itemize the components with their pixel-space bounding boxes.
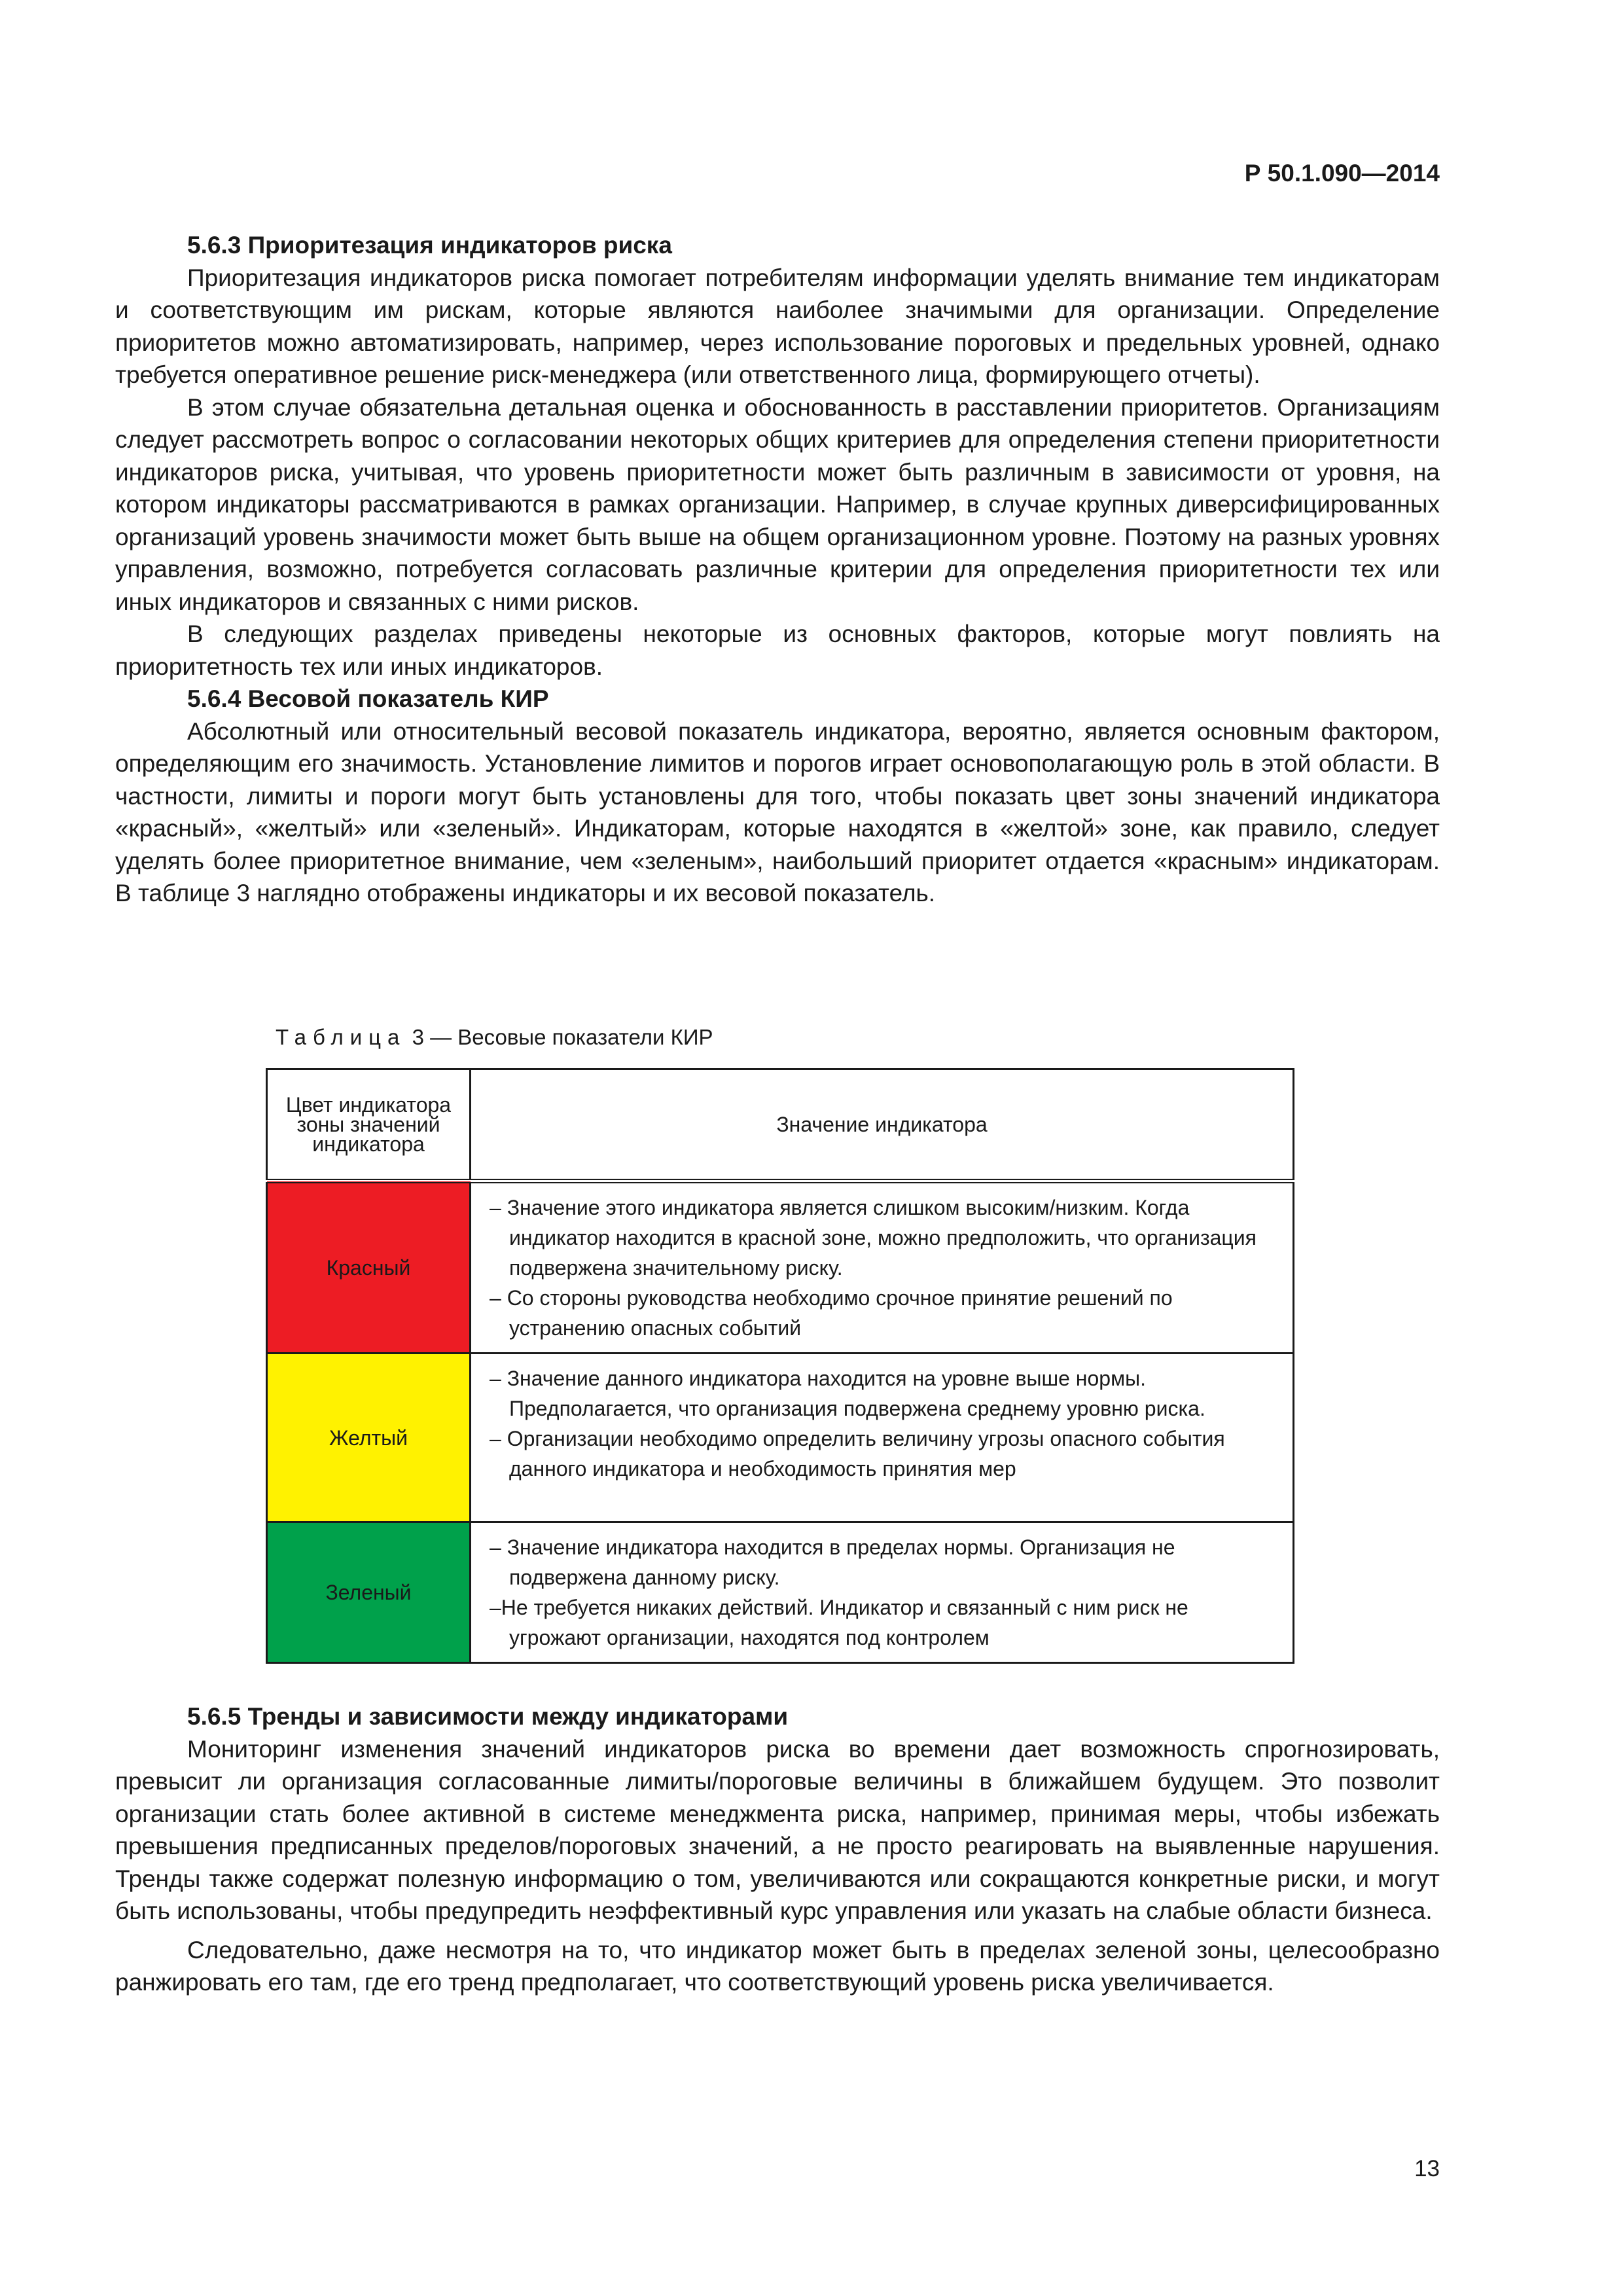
kir-weights-table bbox=[266, 1068, 1294, 1664]
page-number: 13 bbox=[1414, 2156, 1440, 2181]
description-item: – Со стороны руководства необходимо срочное принятие решений по устранению опасных событий bbox=[490, 1286, 1173, 1340]
color-cell-green bbox=[267, 1522, 471, 1663]
table-row-yellow bbox=[267, 1354, 1294, 1522]
section-565-heading: 5.6.5 Тренды и зависимости между индикаторами bbox=[187, 1703, 789, 1730]
description-item: – Организации необходимо определить величину угрозы опасного события данного индикатора и необходимость принятия мер bbox=[490, 1427, 1225, 1480]
text-block-lower bbox=[115, 1700, 1440, 1999]
description-item: – Значение этого индикатора является слишком высоким/низким. Когда индикатор находится в красной зоне, можно предположить, что организация подвержена значительному риску. bbox=[490, 1196, 1257, 1280]
description-item: – Значение данного индикатора находится на уровне выше нормы. Предполагается, что организация подвержена среднему уровню риска. bbox=[490, 1367, 1205, 1420]
description-item: –Не требуется никаких действий. Индикатор и связанный с ним риск не угрожают организации, находятся под контролем bbox=[490, 1596, 1188, 1649]
description-cell-red bbox=[471, 1181, 1294, 1354]
section-563-heading: 5.6.3 Приоритезация индикаторов риска bbox=[187, 232, 672, 259]
header-color-column: Цвет индикатора зоны значений индикатора bbox=[267, 1069, 471, 1181]
table-caption bbox=[276, 1025, 713, 1050]
section-564-heading: 5.6.4 Весовой показатель КИР bbox=[187, 685, 549, 712]
color-name-red: Красный bbox=[326, 1256, 411, 1280]
table-row-red bbox=[267, 1181, 1294, 1354]
color-name-green: Зеленый bbox=[325, 1581, 412, 1604]
description-cell-yellow bbox=[471, 1354, 1294, 1522]
section-565-paragraph-1: Мониторинг изменения значений индикаторов риска во времени дает возможность спрогнозировать, превысит ли организация согласованные лимиты/пороговые величины в ближайшем будущем. Это позволит организации стать более активной в системе менеджмента риска, например, принимая меры, чтобы избежать превышения предписанных пределов/пороговых значений, а не просто реагировать на выявленные нарушения. Тренды также содержат полезную информацию о том, увеличиваются или сокращаются конкретные риски, и могут быть использованы, чтобы предупредить неэффективный курс управления или указать на слабые области бизнеса. bbox=[115, 1735, 1440, 1924]
color-name-yellow: Желтый bbox=[329, 1426, 408, 1450]
section-563-paragraph-1: Приоритезация индикаторов риска помогает потребителям информации уделять внимание тем индикаторам и соответствующим им рискам, которые являются наиболее значимыми для организации. Определение приоритетов можно автоматизировать, например, через использование пороговых и предельных уровней, однако требуется оперативное решение риск-менеджера (или ответственного лица, формирующего отчеты). bbox=[115, 264, 1440, 388]
table-row-green bbox=[267, 1522, 1294, 1663]
section-563-paragraph-3: В следующих разделах приведены некоторые из основных факторов, которые могут повлиять на приоритетность тех или иных индикаторов. bbox=[115, 620, 1440, 680]
document-code: Р 50.1.090—2014 bbox=[1244, 160, 1440, 187]
section-563-paragraph-2: В этом случае обязательна детальная оценка и обоснованность в расставлении приоритетов. Организациям следует рассмотреть вопрос о согласовании некоторых общих критериев для определения степени приоритетности индикаторов риска, учитывая, что уровень приоритетности может быть различным в зависимости от уровня, на котором индикаторы рассматриваются в рамках организации. Например, в случае крупных диверсифицированных организаций уровень значимости может быть выше на общем организационном уровне. Поэтому на разных уровнях управления, возможно, потребуется согласовать различные критерии для определения приоритетности тех или иных индикаторов и связанных с ними рисков. bbox=[115, 393, 1440, 615]
header-value-column: Значение индикатора bbox=[471, 1069, 1294, 1181]
color-cell-yellow bbox=[267, 1354, 471, 1522]
section-564-paragraph-1: Абсолютный или относительный весовой показатель индикатора, вероятно, является основным фактором, определяющим его значимость. Установление лимитов и порогов играет основополагающую роль в этой области. В частности, лимиты и пороги могут быть установлены для того, чтобы показать цвет зоны значений индикатора «красный», «желтый» или «зеленый». Индикаторам, которые находятся в «желтой» зоне, как правило, следует уделять более приоритетное внимание, чем «зеленым», наибольший приоритет отдается «красным» индикаторам. В таблице 3 наглядно отображены индикаторы и их весовой показатель. bbox=[115, 717, 1440, 906]
color-cell-red bbox=[267, 1181, 471, 1354]
description-item: – Значение индикатора находится в пределах нормы. Организация не подвержена данному риску. bbox=[490, 1535, 1175, 1589]
section-565-paragraph-2: Следовательно, даже несмотря на то, что индикатор может быть в пределах зеленой зоны, целесообразно ранжировать его там, где его тренд предполагает, что соответствующий уровень риска увеличивается. bbox=[115, 1936, 1440, 1996]
table-caption-label: Таблица bbox=[276, 1025, 406, 1049]
description-cell-green bbox=[471, 1522, 1294, 1663]
table-header-row bbox=[267, 1069, 1294, 1181]
table-caption-text: 3 — Весовые показатели КИР bbox=[412, 1025, 713, 1049]
text-block-upper bbox=[115, 229, 1440, 910]
